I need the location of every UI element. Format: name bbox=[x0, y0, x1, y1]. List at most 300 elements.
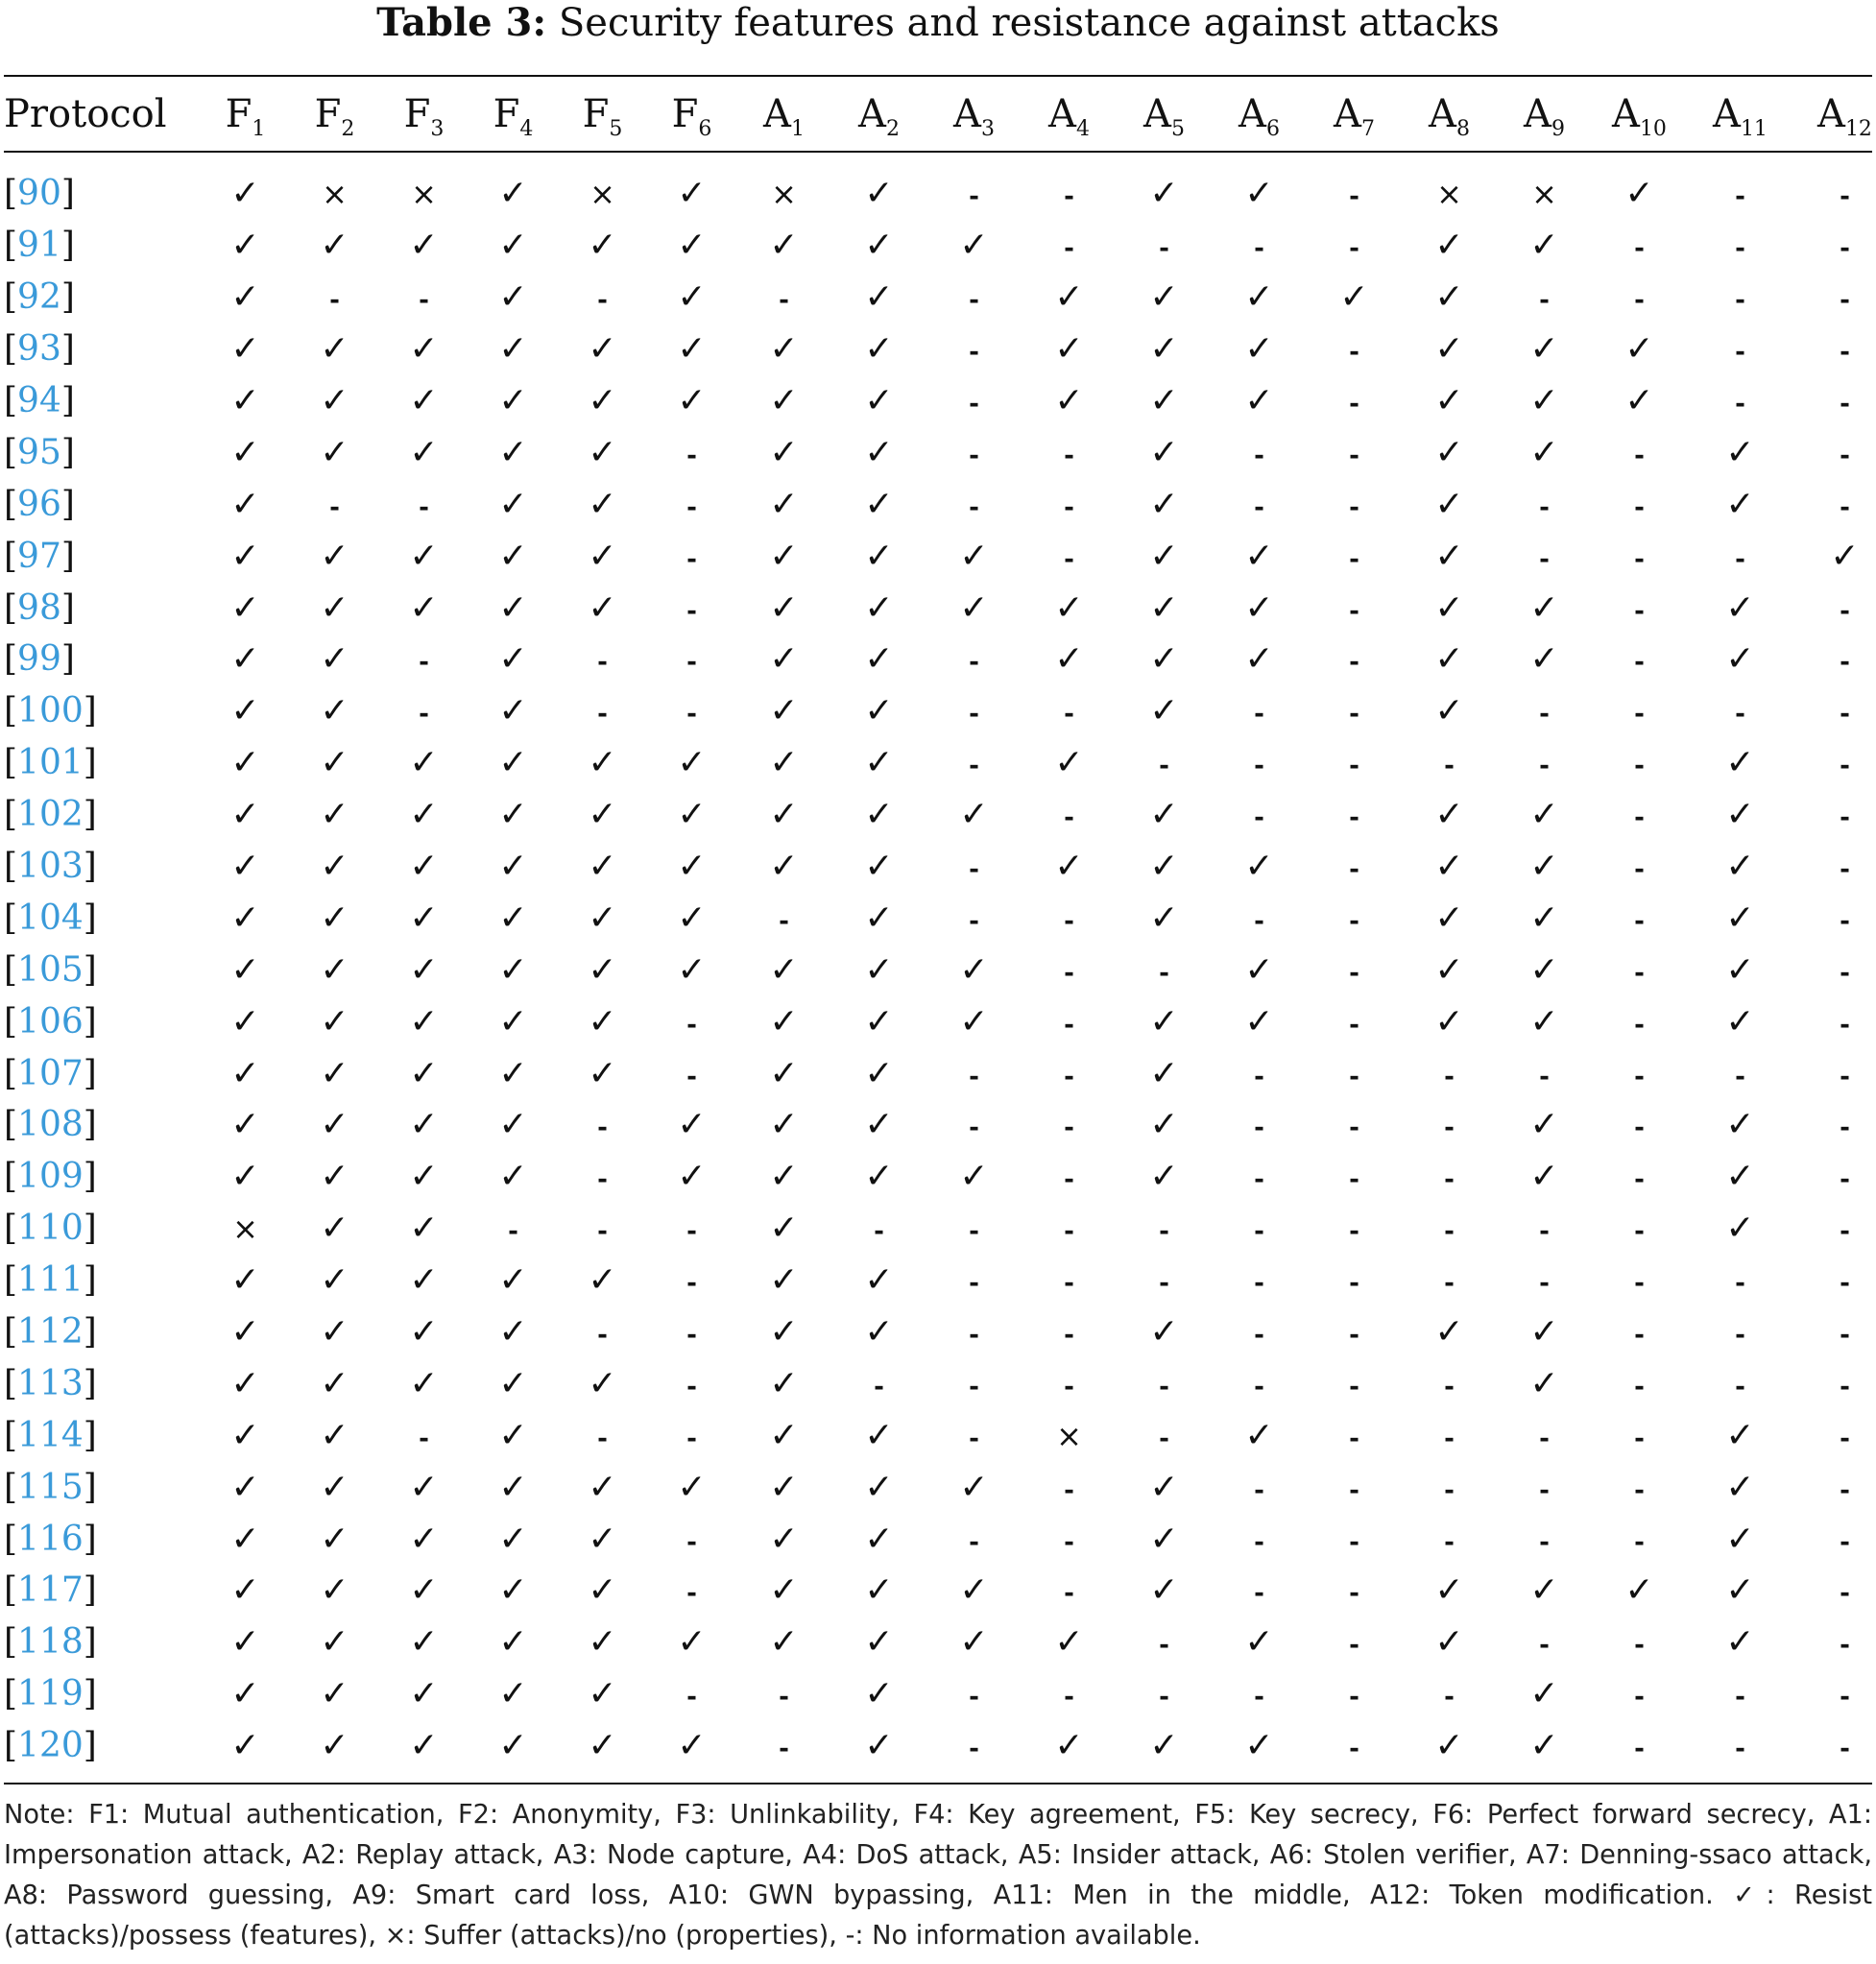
no-info-mark: - bbox=[1349, 1631, 1359, 1661]
bracket-open: [ bbox=[4, 277, 18, 318]
status-cell bbox=[831, 1668, 926, 1720]
no-info-mark: - bbox=[969, 1062, 979, 1091]
status-cell bbox=[1402, 1565, 1497, 1617]
check-icon: ✓ bbox=[409, 1157, 439, 1197]
check-icon: ✓ bbox=[1434, 277, 1464, 318]
status-cell bbox=[1117, 1203, 1212, 1255]
no-info-mark: - bbox=[1634, 1114, 1645, 1143]
status-cell bbox=[1793, 1461, 1876, 1513]
check-icon: ✓ bbox=[1434, 1001, 1464, 1042]
check-icon: ✓ bbox=[1149, 174, 1179, 214]
status-cell bbox=[926, 1617, 1022, 1668]
status-cell bbox=[1117, 1565, 1212, 1617]
check-icon: ✓ bbox=[320, 1105, 349, 1145]
check-icon: ✓ bbox=[230, 329, 260, 370]
status-cell bbox=[1022, 1409, 1117, 1461]
status-cell bbox=[469, 1047, 558, 1099]
no-info-mark: - bbox=[969, 1424, 979, 1453]
bracket-open: [ bbox=[4, 174, 18, 214]
check-icon: ✓ bbox=[320, 743, 349, 783]
check-icon: ✓ bbox=[864, 898, 894, 938]
reference-link[interactable]: 95 bbox=[17, 432, 61, 472]
check-icon: ✓ bbox=[588, 381, 617, 420]
status-cell bbox=[1793, 1047, 1876, 1099]
status-cell bbox=[1793, 1306, 1876, 1358]
status-cell bbox=[831, 1409, 926, 1461]
status-cell bbox=[290, 478, 379, 530]
status-cell bbox=[379, 582, 469, 634]
reference-link[interactable]: 120 bbox=[17, 1726, 84, 1766]
status-cell bbox=[647, 1047, 736, 1099]
status-cell bbox=[201, 944, 290, 995]
check-icon: ✓ bbox=[588, 1001, 617, 1042]
check-icon: ✓ bbox=[769, 949, 799, 990]
status-cell bbox=[290, 1255, 379, 1306]
status-cell bbox=[469, 1306, 558, 1358]
status-cell bbox=[558, 1203, 647, 1255]
status-cell bbox=[469, 1513, 558, 1565]
status-cell bbox=[647, 1409, 736, 1461]
check-icon: ✓ bbox=[769, 1053, 799, 1093]
no-info-mark: - bbox=[1840, 803, 1850, 833]
status-cell bbox=[647, 892, 736, 944]
status-cell bbox=[1307, 1047, 1402, 1099]
status-cell bbox=[290, 426, 379, 478]
table-row bbox=[4, 582, 1876, 634]
bracket-close: ] bbox=[83, 898, 97, 938]
no-info-mark: - bbox=[1349, 338, 1359, 368]
reference-link[interactable]: 100 bbox=[17, 691, 84, 731]
no-info-mark: - bbox=[1840, 441, 1850, 470]
check-icon: ✓ bbox=[230, 587, 260, 628]
bracket-open: [ bbox=[4, 691, 18, 731]
reference-link[interactable]: 104 bbox=[17, 898, 84, 938]
reference-link[interactable]: 99 bbox=[17, 639, 61, 680]
reference-link[interactable]: 102 bbox=[17, 795, 84, 835]
check-icon: ✓ bbox=[230, 432, 260, 472]
table-row bbox=[4, 1461, 1876, 1513]
no-info-mark: - bbox=[1349, 1579, 1359, 1609]
protocol-cell bbox=[4, 1357, 201, 1409]
status-cell bbox=[1592, 1151, 1687, 1203]
check-icon: ✓ bbox=[498, 329, 528, 370]
no-info-mark: - bbox=[1840, 234, 1850, 264]
check-icon: ✓ bbox=[409, 1001, 439, 1042]
status-cell bbox=[647, 1255, 736, 1306]
status-cell bbox=[926, 841, 1022, 893]
status-cell bbox=[1687, 1720, 1793, 1772]
no-info-mark: - bbox=[1444, 1269, 1455, 1299]
status-cell bbox=[1117, 789, 1212, 841]
status-cell bbox=[1402, 685, 1497, 737]
status-cell bbox=[558, 789, 647, 841]
check-icon: ✓ bbox=[230, 1674, 260, 1714]
check-icon: ✓ bbox=[320, 898, 349, 938]
status-cell bbox=[1402, 892, 1497, 944]
reference-link[interactable]: 107 bbox=[17, 1053, 84, 1093]
status-cell bbox=[201, 789, 290, 841]
status-cell bbox=[1402, 634, 1497, 685]
status-cell bbox=[1117, 1099, 1212, 1151]
check-icon: ✓ bbox=[1054, 1622, 1084, 1663]
check-icon: ✓ bbox=[864, 329, 894, 370]
status-cell bbox=[558, 1306, 647, 1358]
table-row bbox=[4, 272, 1876, 323]
check-icon: ✓ bbox=[588, 1726, 617, 1766]
status-cell bbox=[1307, 737, 1402, 789]
bracket-open: [ bbox=[4, 898, 18, 938]
check-icon: ✓ bbox=[677, 226, 707, 266]
no-info-mark: - bbox=[1634, 1321, 1645, 1351]
status-cell bbox=[1117, 944, 1212, 995]
status-cell bbox=[1307, 789, 1402, 841]
check-icon: ✓ bbox=[498, 1053, 528, 1093]
no-info-mark: - bbox=[1444, 752, 1455, 781]
no-info-mark: - bbox=[1064, 234, 1074, 264]
status-cell bbox=[201, 426, 290, 478]
table-note: Note: F1: Mutual authentication, F2: Anonymity, F3: Unlinkability, F4: Key agreement, F5: Key secrecy, F6: Perfect forward secrecy, A1: Impersonation attack, A2: Replay attack, A3: Node capture, A4: DoS attack, A5: Insider attack, A6: Stolen verifier, A7: Denning-ssaco attack, A8: Password guessing, A9: Smart card loss, A10: GWN bypassing, A11: Men in the middle, A12: Token modification. ✓: Resist (attacks)/possess (features), ×: Suffer (attacks)/no (properties), -: No information available. bbox=[4, 1800, 1872, 1951]
no-info-mark: - bbox=[1735, 1321, 1745, 1351]
status-cell bbox=[1022, 168, 1117, 220]
status-cell bbox=[1307, 995, 1402, 1047]
reference-link[interactable]: 90 bbox=[17, 174, 61, 214]
status-cell bbox=[558, 737, 647, 789]
column-header-a11 bbox=[1687, 77, 1793, 151]
status-cell bbox=[1307, 1461, 1402, 1513]
status-cell bbox=[469, 1409, 558, 1461]
status-cell bbox=[1793, 1513, 1876, 1565]
no-info-mark: - bbox=[969, 338, 979, 368]
no-info-mark: - bbox=[1634, 1631, 1645, 1661]
status-cell bbox=[647, 1203, 736, 1255]
status-cell bbox=[1687, 944, 1793, 995]
status-cell bbox=[647, 1565, 736, 1617]
status-cell bbox=[831, 375, 926, 427]
status-cell bbox=[469, 582, 558, 634]
check-icon: ✓ bbox=[320, 329, 349, 370]
reference-link[interactable]: 98 bbox=[17, 587, 61, 628]
status-cell bbox=[736, 1668, 831, 1720]
no-info-mark: - bbox=[1349, 1269, 1359, 1299]
check-icon: ✓ bbox=[959, 587, 989, 628]
bracket-open: [ bbox=[4, 587, 18, 628]
column-header-base: F bbox=[671, 91, 699, 136]
status-cell bbox=[1212, 1513, 1307, 1565]
status-cell bbox=[831, 478, 926, 530]
no-info-mark: - bbox=[1064, 1475, 1074, 1505]
status-cell bbox=[1307, 685, 1402, 737]
status-cell bbox=[736, 1720, 831, 1772]
reference-link[interactable]: 106 bbox=[17, 1001, 84, 1042]
status-cell bbox=[926, 634, 1022, 685]
reference-link[interactable]: 115 bbox=[17, 1467, 84, 1507]
check-icon: ✓ bbox=[1149, 1053, 1179, 1093]
reference-link[interactable]: 116 bbox=[17, 1519, 84, 1559]
check-icon: ✓ bbox=[230, 743, 260, 783]
check-icon: ✓ bbox=[498, 1674, 528, 1714]
status-cell bbox=[1497, 1513, 1592, 1565]
status-cell bbox=[1687, 1357, 1793, 1409]
check-icon: ✓ bbox=[864, 1001, 894, 1042]
check-icon: ✓ bbox=[409, 1519, 439, 1559]
status-cell bbox=[1307, 944, 1402, 995]
status-cell bbox=[379, 634, 469, 685]
column-header-a5 bbox=[1117, 77, 1212, 151]
status-cell bbox=[1022, 323, 1117, 375]
check-icon: ✓ bbox=[864, 277, 894, 318]
check-icon: ✓ bbox=[1725, 795, 1755, 835]
cross-icon: × bbox=[322, 176, 348, 213]
no-info-mark: - bbox=[969, 1321, 979, 1351]
status-cell bbox=[926, 1565, 1022, 1617]
status-cell bbox=[1497, 841, 1592, 893]
reference-link[interactable]: 110 bbox=[17, 1209, 84, 1249]
check-icon: ✓ bbox=[409, 1105, 439, 1145]
status-cell bbox=[1307, 1513, 1402, 1565]
reference-link[interactable]: 91 bbox=[17, 226, 61, 266]
status-cell bbox=[1592, 220, 1687, 272]
status-cell bbox=[379, 944, 469, 995]
check-icon: ✓ bbox=[1244, 277, 1274, 318]
column-header-base: A bbox=[1524, 91, 1551, 136]
reference-link[interactable]: 111 bbox=[17, 1260, 84, 1301]
column-header-base: F bbox=[582, 91, 610, 136]
reference-link[interactable]: 101 bbox=[17, 743, 84, 783]
check-icon: ✓ bbox=[409, 1053, 439, 1093]
status-cell bbox=[469, 323, 558, 375]
status-cell bbox=[1592, 1203, 1687, 1255]
status-cell bbox=[1793, 168, 1876, 220]
no-info-mark: - bbox=[1840, 1424, 1850, 1453]
protocol-cell bbox=[4, 375, 201, 427]
reference-link[interactable]: 94 bbox=[17, 381, 61, 420]
status-cell bbox=[736, 168, 831, 220]
status-cell bbox=[831, 1099, 926, 1151]
check-icon: ✓ bbox=[498, 1415, 528, 1455]
no-info-mark: - bbox=[1064, 700, 1074, 730]
check-icon: ✓ bbox=[588, 847, 617, 887]
column-header-a1 bbox=[736, 77, 831, 151]
status-cell bbox=[1402, 1617, 1497, 1668]
check-icon: ✓ bbox=[498, 898, 528, 938]
status-cell bbox=[558, 426, 647, 478]
bracket-open: [ bbox=[4, 1519, 18, 1559]
status-cell bbox=[1307, 530, 1402, 582]
no-info-mark: - bbox=[969, 1217, 979, 1247]
check-icon: ✓ bbox=[1054, 381, 1084, 420]
status-cell bbox=[831, 1047, 926, 1099]
column-header-base: A bbox=[1817, 91, 1845, 136]
reference-link[interactable]: 93 bbox=[17, 329, 61, 370]
status-cell bbox=[1497, 944, 1592, 995]
table-header-row bbox=[4, 77, 1876, 151]
no-info-mark: - bbox=[1735, 1062, 1745, 1091]
reference-link[interactable]: 97 bbox=[17, 536, 61, 576]
status-cell bbox=[290, 1513, 379, 1565]
status-cell bbox=[558, 1720, 647, 1772]
status-cell bbox=[201, 1047, 290, 1099]
check-icon: ✓ bbox=[588, 536, 617, 576]
check-icon: ✓ bbox=[769, 432, 799, 472]
check-icon: ✓ bbox=[409, 432, 439, 472]
status-cell bbox=[1592, 530, 1687, 582]
check-icon: ✓ bbox=[769, 1570, 799, 1611]
status-cell bbox=[831, 1306, 926, 1358]
check-icon: ✓ bbox=[498, 277, 528, 318]
status-cell bbox=[736, 1203, 831, 1255]
status-cell bbox=[1687, 478, 1793, 530]
no-info-mark: - bbox=[1634, 700, 1645, 730]
check-icon: ✓ bbox=[588, 226, 617, 266]
no-info-mark: - bbox=[1840, 906, 1850, 936]
reference-link[interactable]: 108 bbox=[17, 1105, 84, 1145]
status-cell bbox=[469, 1099, 558, 1151]
status-cell bbox=[1793, 1255, 1876, 1306]
table-row bbox=[4, 323, 1876, 375]
status-cell bbox=[379, 892, 469, 944]
status-cell bbox=[1793, 1668, 1876, 1720]
column-header-base: A bbox=[763, 91, 791, 136]
check-icon: ✓ bbox=[1624, 174, 1654, 214]
check-icon: ✓ bbox=[769, 1209, 799, 1249]
status-cell bbox=[736, 1306, 831, 1358]
status-cell bbox=[1497, 1409, 1592, 1461]
status-cell bbox=[1022, 272, 1117, 323]
check-icon: ✓ bbox=[230, 949, 260, 990]
no-info-mark: - bbox=[1539, 492, 1550, 522]
table-row bbox=[4, 530, 1876, 582]
status-cell bbox=[1307, 478, 1402, 530]
check-icon: ✓ bbox=[677, 847, 707, 887]
check-icon: ✓ bbox=[959, 536, 989, 576]
status-cell bbox=[1307, 1668, 1402, 1720]
no-info-mark: - bbox=[1349, 1475, 1359, 1505]
status-cell bbox=[469, 478, 558, 530]
bracket-open: [ bbox=[4, 381, 18, 420]
status-cell bbox=[1793, 426, 1876, 478]
status-cell bbox=[1592, 478, 1687, 530]
no-info-mark: - bbox=[1539, 544, 1550, 574]
status-cell bbox=[1592, 841, 1687, 893]
table-row bbox=[4, 789, 1876, 841]
status-cell bbox=[290, 944, 379, 995]
status-cell bbox=[647, 1306, 736, 1358]
reference-link[interactable]: 119 bbox=[17, 1674, 84, 1714]
check-icon: ✓ bbox=[588, 484, 617, 524]
no-info-mark: - bbox=[1349, 958, 1359, 988]
status-cell bbox=[1497, 323, 1592, 375]
no-info-mark: - bbox=[1634, 1735, 1645, 1764]
status-cell bbox=[201, 1203, 290, 1255]
check-icon: ✓ bbox=[1529, 1570, 1559, 1611]
status-cell bbox=[558, 1668, 647, 1720]
status-cell bbox=[558, 1617, 647, 1668]
check-icon: ✓ bbox=[1725, 847, 1755, 887]
status-cell bbox=[1022, 1357, 1117, 1409]
check-icon: ✓ bbox=[769, 1363, 799, 1403]
status-cell bbox=[647, 1099, 736, 1151]
security-features-table bbox=[4, 77, 1876, 1772]
protocol-cell bbox=[4, 582, 201, 634]
status-cell bbox=[201, 1513, 290, 1565]
status-cell bbox=[558, 582, 647, 634]
status-cell bbox=[201, 737, 290, 789]
status-cell bbox=[831, 1720, 926, 1772]
status-cell bbox=[1592, 1513, 1687, 1565]
check-icon: ✓ bbox=[320, 381, 349, 420]
check-icon: ✓ bbox=[409, 898, 439, 938]
status-cell bbox=[831, 1255, 926, 1306]
no-info-mark: - bbox=[686, 700, 697, 730]
reference-link[interactable]: 112 bbox=[17, 1312, 84, 1353]
no-info-mark: - bbox=[1349, 855, 1359, 885]
reference-link[interactable]: 117 bbox=[17, 1570, 84, 1611]
bracket-open: [ bbox=[4, 484, 18, 524]
no-info-mark: - bbox=[1840, 182, 1850, 212]
status-cell bbox=[379, 1409, 469, 1461]
reference-link[interactable]: 114 bbox=[17, 1415, 84, 1455]
reference-link[interactable]: 105 bbox=[17, 949, 84, 990]
status-cell bbox=[831, 530, 926, 582]
check-icon: ✓ bbox=[769, 1519, 799, 1559]
status-cell bbox=[926, 375, 1022, 427]
status-cell bbox=[926, 530, 1022, 582]
status-cell bbox=[736, 1409, 831, 1461]
status-cell bbox=[736, 944, 831, 995]
status-cell bbox=[1022, 530, 1117, 582]
reference-link[interactable]: 109 bbox=[17, 1157, 84, 1197]
reference-link[interactable]: 103 bbox=[17, 847, 84, 887]
check-icon: ✓ bbox=[1339, 277, 1369, 318]
status-cell bbox=[1307, 168, 1402, 220]
check-icon: ✓ bbox=[588, 1467, 617, 1507]
bracket-open: [ bbox=[4, 1467, 18, 1507]
check-icon: ✓ bbox=[409, 1467, 439, 1507]
check-icon: ✓ bbox=[1529, 847, 1559, 887]
reference-link[interactable]: 96 bbox=[17, 484, 61, 524]
status-cell bbox=[1793, 323, 1876, 375]
reference-link[interactable]: 92 bbox=[17, 277, 61, 318]
status-cell bbox=[926, 1409, 1022, 1461]
bracket-close: ] bbox=[60, 174, 75, 214]
status-cell bbox=[926, 789, 1022, 841]
no-info-mark: - bbox=[1840, 1579, 1850, 1609]
check-icon: ✓ bbox=[498, 639, 528, 680]
check-icon: ✓ bbox=[1529, 1157, 1559, 1197]
no-info-mark: - bbox=[1159, 1269, 1169, 1299]
status-cell bbox=[647, 737, 736, 789]
bracket-close: ] bbox=[83, 1726, 97, 1766]
no-info-mark: - bbox=[1159, 1217, 1169, 1247]
status-cell bbox=[647, 582, 736, 634]
status-cell bbox=[1022, 634, 1117, 685]
check-icon: ✓ bbox=[1244, 1415, 1274, 1455]
reference-link[interactable]: 113 bbox=[17, 1363, 84, 1403]
reference-link[interactable]: 118 bbox=[17, 1622, 84, 1663]
status-cell bbox=[1402, 789, 1497, 841]
bracket-open: [ bbox=[4, 226, 18, 266]
no-info-mark: - bbox=[1634, 752, 1645, 781]
status-cell bbox=[558, 995, 647, 1047]
status-cell bbox=[926, 1720, 1022, 1772]
check-icon: ✓ bbox=[1244, 329, 1274, 370]
no-info-mark: - bbox=[1349, 1372, 1359, 1401]
status-cell bbox=[201, 375, 290, 427]
status-cell bbox=[1402, 1047, 1497, 1099]
status-cell bbox=[558, 1099, 647, 1151]
status-cell bbox=[1793, 841, 1876, 893]
bracket-close: ] bbox=[60, 639, 75, 680]
